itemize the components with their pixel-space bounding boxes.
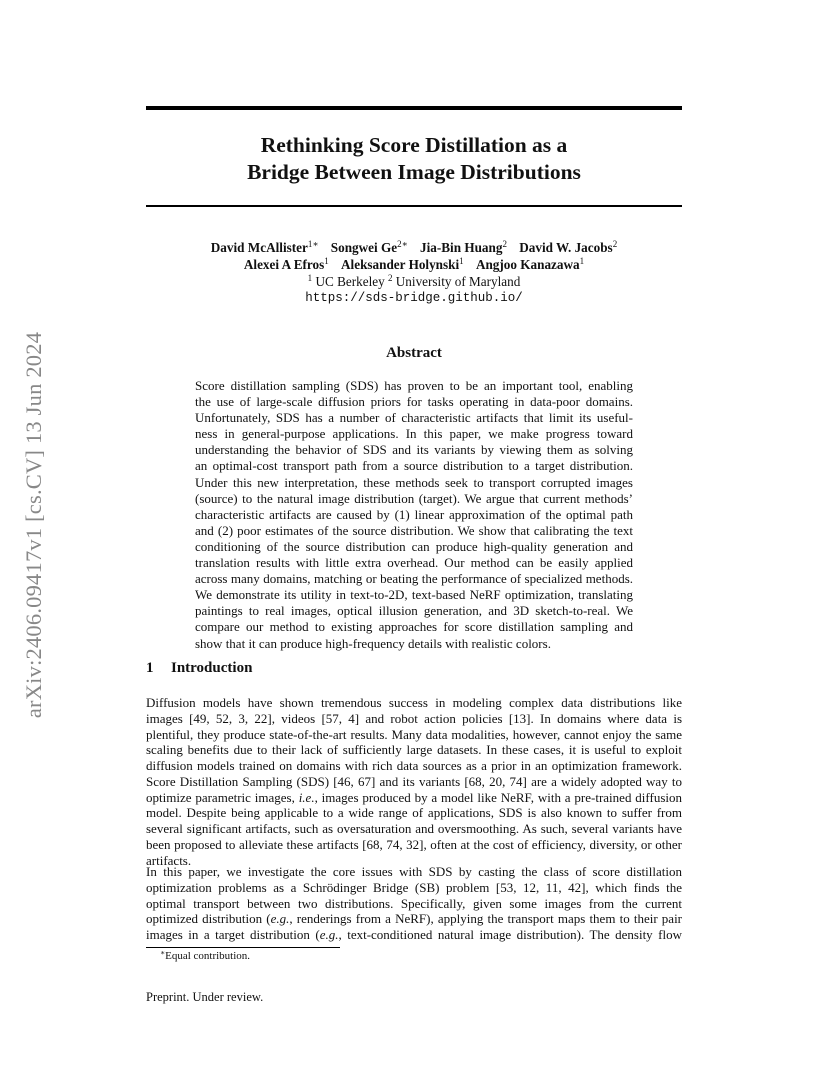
author-name: Jia-Bin Huang (420, 240, 503, 255)
affiliations (146, 273, 682, 290)
text-line: several significant artifacts, such as oversaturation and oversmoothing. As such, several variants have (146, 821, 682, 836)
page-footer: Preprint. Under review. (146, 990, 264, 1004)
text-line: diffusion models trained on domains with rich data sources as a prior in an optimization framework. (146, 758, 682, 773)
section-number: 1 (146, 660, 154, 676)
affiliation-mark: 1 (307, 273, 313, 283)
arxiv-side-stamp (14, 290, 54, 760)
text-line: Score Distillation Sampling (SDS) [46, 67] and its variants [68, 20, 74] are a widely adopted way to (146, 773, 682, 789)
author-row (146, 239, 682, 256)
intro-paragraph (146, 864, 682, 943)
author-name: David W. Jacobs (519, 240, 613, 255)
text-line: plentiful, they produce state-of-the-art results. Many data modalities, however, cannot enjoy the same (146, 726, 682, 742)
text-line: across many domains, matching or beating the performance of specialized methods. (195, 571, 633, 587)
author-row (146, 256, 682, 273)
author-name: Alexei A Efros (243, 257, 325, 272)
text-line: model. Despite being applicable to a wide range of applications, SDS is also known to suffer from (146, 805, 682, 821)
author-block (146, 239, 682, 307)
author-affiliation-mark: 2 (612, 239, 618, 249)
text-line: scaling benefits due to their lack of sufficiently large datasets. In these cases, it is useful to exploit (146, 742, 682, 758)
text-line: images in a target distribution (e.g., text-conditioned natural image distribution). The density flow (146, 927, 682, 942)
text-line: translation results with little extra overhead. Our method can be easily applied (195, 555, 633, 571)
project-url[interactable]: https://sds-bridge.github.io/ (305, 291, 523, 305)
author-affiliation-mark: 1∗ (307, 239, 319, 249)
author-name: David McAllister (210, 240, 308, 255)
text-line: conditioning of the source distribution can produce high-quality generation and (195, 538, 633, 554)
text-line: been proposed to alleviate these artifacts [68, 74, 32], often at the cost of efficiency, diversity, or other (146, 836, 682, 852)
author-affiliation-mark: 2∗ (397, 239, 408, 249)
text-line: Under this new interpretation, these methods seek to transport corrupted images (195, 474, 633, 490)
text-line: optimization problems as a Schrödinger Bridge (SB) problem [53, 12, 11, 42], which finds the (146, 879, 682, 895)
footnote-text: Equal contribution. (165, 950, 251, 962)
text-line: understanding the behavior of SDS and its variants by viewing them as solving (195, 442, 633, 458)
text-line: ness in general-purpose applications. In this paper, we make progress toward (195, 426, 633, 442)
footnote-mark: ∗ (160, 948, 166, 957)
title-line: Rethinking Score Distillation as a (260, 133, 568, 157)
text-line: compare our method to existing approaches for score distillation sampling and (195, 619, 633, 635)
text-line: (source) to the natural image distribution (target). We argue that current methods’ (195, 490, 633, 506)
text-line: show that it can produce high-frequency details with realistic colors. (195, 635, 551, 651)
text-line: In this paper, we investigate the core issues with SDS by casting the class of score distillation (146, 864, 682, 879)
text-line: optimal transport between two distributions. Specifically, given some images from the current (146, 895, 682, 911)
arxiv-identifier: arXiv:2406.09417v1 [cs.CV] 13 Jun 2024 (21, 331, 46, 719)
text-line: We demonstrate its utility in text-to-2D, text-based NeRF optimization, translating (195, 587, 633, 603)
text-line: optimized distribution (e.g., renderings from a NeRF), applying the transport maps them to their pair (146, 911, 683, 927)
author-affiliation-mark: 1 (579, 256, 585, 266)
author-affiliation-mark: 1 (459, 256, 464, 266)
abstract-body (195, 378, 633, 652)
text-line: and (2) poor estimates of the source distribution. We show that calibrating the text (195, 522, 633, 538)
affiliation-name: UC Berkeley (315, 274, 385, 289)
title-bottom-rule (146, 205, 682, 207)
text-line: an optimal-cost transport path from a source distribution to a target distribution. (195, 458, 633, 474)
intro-paragraph (146, 695, 682, 868)
text-line: paintings to real images, optical illusion generation, and 3D sketch-to-real. We (195, 603, 633, 619)
author-name: Songwei Ge (330, 240, 398, 255)
footnote-rule (146, 947, 340, 948)
paper-title (146, 132, 682, 186)
abstract-heading: Abstract (386, 345, 442, 361)
section-heading (146, 660, 252, 677)
text-line: optimize parametric images, i.e., images produced by a model like NeRF, with a pre-trained diffusion (146, 789, 682, 805)
text-line: characteristic artifacts are caused by (1) linear approximation of the optimal path (195, 506, 633, 522)
text-line: Score distillation sampling (SDS) has proven to be an important tool, enabling (195, 378, 633, 393)
author-name: Aleksander Holynski (341, 257, 460, 272)
text-line: Diffusion models have shown tremendous success in modeling complex data distributions like (146, 695, 682, 710)
title-line: Bridge Between Image Distributions (247, 160, 581, 184)
text-line: images [49, 52, 3, 22], videos [57, 4] and robot action policies [13]. In domains where data is (146, 710, 682, 726)
affiliation-mark: 2 (387, 273, 393, 283)
affiliation-name: University of Maryland (395, 274, 521, 289)
text-line: the use of large-scale diffusion priors for tasks operating in data-poor domains. (195, 394, 633, 410)
text-line: Unfortunately, SDS has a number of characteristic artifacts that limit its useful- (195, 410, 633, 426)
footnote (160, 950, 250, 962)
section-title: Introduction (171, 660, 253, 676)
title-top-rule (146, 106, 682, 110)
author-affiliation-mark: 2 (502, 239, 507, 249)
author-name: Angjoo Kanazawa (475, 257, 580, 272)
text-line: artifacts. (146, 852, 192, 868)
author-affiliation-mark: 1 (324, 256, 329, 266)
